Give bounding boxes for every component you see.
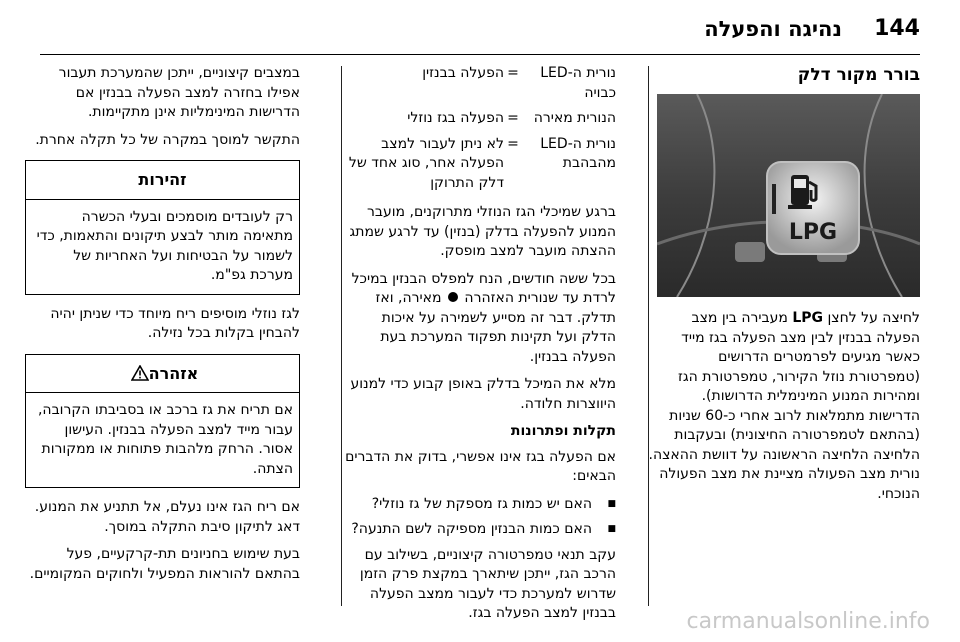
list-item <box>344 495 616 515</box>
lpg-label: LPG <box>788 220 838 245</box>
chapter-title: נהיגה והפעלה <box>704 17 842 41</box>
paragraph-parking: בעת שימוש בחניונים תת-קרקעיים, פעל בהתאם להוראות המפעיל ולחוקים המקומיים. <box>29 546 300 582</box>
watermark: carmanualsonline.info <box>686 609 930 634</box>
status-row <box>344 64 616 103</box>
left-column <box>25 64 300 592</box>
header-divider <box>40 54 920 55</box>
paragraph-six-months: בכל ששה חודשים, הנח למפלס הבנזין במיכל לרדת עד שנורית האזהרה מאירה, ואז תדלק. דבר זה מסייע לשמירה על איכות הדלק ועל תקינות תפקוד המערכת בעת הפעלה בבנזין. <box>351 270 616 365</box>
caution-body: רק לעובדים מוסמכים ובעלי הכשרה מתאימה מותר לבצע תיקונים והתאמות, כדי לשמור על הבטיחות ועל האחריות של מערכת גפ"מ. <box>36 208 293 283</box>
paragraph-gas-empty: ברגע שמיכלי הגז הנוזלי מתרוקנים, מועבר המנוע להפעלה בדלק (בנזין) עד לרגע שמתג ההצתה מועבר למצב מופסק. <box>349 204 616 259</box>
warning-lamp-icon <box>448 292 458 302</box>
warning-title-row <box>26 355 299 394</box>
section-heading-fuel-selector: בורר מקור דלק <box>797 65 920 85</box>
status-equals: = <box>507 65 519 81</box>
paragraph-refuel: מלא את המיכל בדלק באופן קבוע כדי למנוע היווצרות חלודה. <box>350 376 616 412</box>
lpg-button-icon <box>767 162 859 254</box>
paragraph-odor: לגז נוזלי מוסיפים ריח מיוחד כדי שניתן יהיה להבחין בקלות בכל נזילה. <box>50 305 300 341</box>
warning-box <box>25 354 300 489</box>
bullet-icon: ■ <box>607 524 616 534</box>
warning-triangle-icon <box>131 365 149 381</box>
status-value: הפעלה בבנזין <box>422 65 504 81</box>
status-key: הנורית מאירה <box>533 110 616 126</box>
middle-column <box>344 64 616 632</box>
status-value: לא ניתן לעבור למצב הפעלה אחר, סוג אחד של דלק התרוקן <box>348 135 504 191</box>
status-value: הפעלה בגז נוזלי <box>407 110 504 126</box>
status-equals: = <box>507 135 519 152</box>
paragraph-check: אם הפעלה בגז אינו אפשרי, בדוק את הדברים הבאים: <box>345 448 616 484</box>
lpg-button-illustration <box>657 94 920 297</box>
status-key: נורית ה-LED כבויה <box>540 65 616 101</box>
warning-body: אם תריח את גז ברכב או בסביבתו הקרובה, עבור מייד למצב הפעלה בבנזין. העישון אסור. הרחק מלהבות פתוחות או ממקורות הצתה. <box>37 402 293 477</box>
list-item <box>344 520 616 540</box>
fuel-selector-description: לחיצה על לחצן LPG מעבירה בין מצב הפעלה בבנזין לבין מצב הפעלה בגז מייד כאשר מגיעים לפרמטרים הדרושים (טמפרטורת נוזל הקירור, טמפרטורת הגז ומהירות המנוע המינימלית הדרושות). הדרישות מתמלאות לרוב אחרי כ-60 שניות (בהתאם לטמפרטורה החיצונית) ובעקבות הלחיצה הלחיצה הראשונה על דוושת ההאצה. נורית מצב הפעולה מציינת את מצב הפעולה הנוכחי. <box>648 310 920 502</box>
right-column <box>648 64 920 512</box>
bullet-icon: ■ <box>607 498 616 509</box>
caution-title: זהירות <box>26 161 299 200</box>
lpg-button-photo <box>657 94 920 297</box>
caution-box <box>25 160 300 295</box>
warning-title: אזהרה <box>148 363 199 383</box>
status-led-icon <box>772 184 776 214</box>
page-number: 144 <box>874 16 920 41</box>
status-row <box>344 135 616 194</box>
paragraph-smell-persists: אם ריח הגז אינו נעלם, אל תתניע את המנוע. דאג לתיקון סיבת התקלה במוסך. <box>34 499 300 535</box>
paragraph-garage: התקשר למוסך במקרה של כל תקלה אחרת. <box>35 131 300 148</box>
list-item-text: האם כמות הבנזין מספיקה לשם התנעה? <box>351 521 592 537</box>
list-item-text: האם יש כמות גז מספקת של גז נוזלי? <box>371 495 592 512</box>
paragraph-temperature: עקב תנאי טמפרטורה קיצוניים, בשילוב עם הרכב הגז, ייתכן שיתארך במקצת פרק הזמן שדרוש למערכת כדי לעבור ממצב הפעלה בבנזין למצב הפעלה בגז. <box>359 546 616 621</box>
column-divider-left <box>341 66 342 606</box>
subheading-troubleshooting: תקלות ופתרונות <box>510 423 616 439</box>
status-row <box>344 109 616 129</box>
status-equals: = <box>507 110 519 126</box>
paragraph-extreme: במצבים קיצוניים, ייתכן שהמערכת תעבור אפילו בחזרה למצב הפעלה בבנזין אם הדרישות המינימליות אינן מתקיימות. <box>58 65 300 120</box>
status-key: נורית ה-LED מהבהבת <box>540 135 616 171</box>
